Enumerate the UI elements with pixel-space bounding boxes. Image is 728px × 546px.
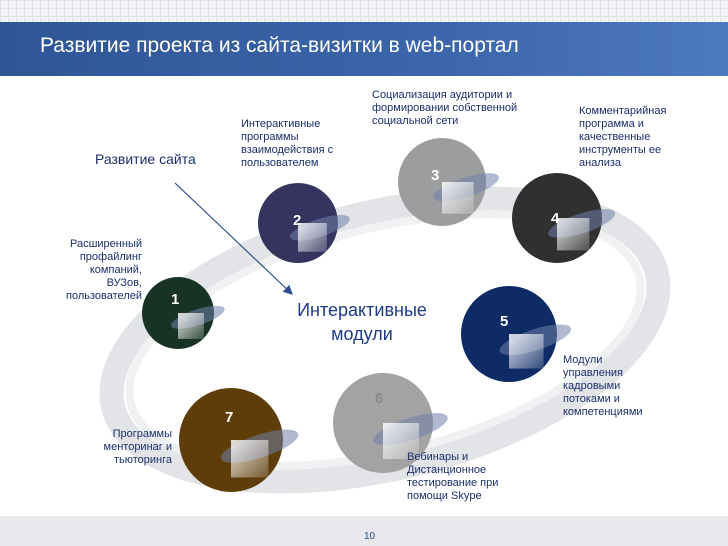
node-4-number: 4 <box>551 210 560 227</box>
node-2-highlight <box>298 223 327 252</box>
node-7-highlight <box>231 440 268 477</box>
node-3-highlight <box>442 182 474 214</box>
node-3-label: Социализация аудитории и формировании собственной социальной сети <box>372 89 518 127</box>
node-4 <box>512 173 618 263</box>
node-1-label: Расширенный профайлинг компаний, ВУЗов, пользователей <box>66 238 142 302</box>
node-5-highlight <box>509 334 544 369</box>
node-2 <box>258 183 352 263</box>
node-4-label: Комментарийная программа и качественные инструменты ее анализа <box>579 105 667 169</box>
slide-title: Развитие проекта из сайта-визитки в web-портал <box>40 34 519 57</box>
node-4-highlight <box>557 218 589 250</box>
node-6-label: Вебинары и Дистанционное тестирование при помощи Skype <box>407 451 499 502</box>
node-2-number: 2 <box>293 212 302 229</box>
node-6-number: 6 <box>375 390 384 407</box>
slide-number: 10 <box>364 531 376 542</box>
node-3-number: 3 <box>431 167 440 184</box>
node-5-number: 5 <box>500 313 509 330</box>
node-2-label: Интерактивные программы взаимодействия с пользователем <box>241 118 334 169</box>
node-1-number: 1 <box>171 291 180 308</box>
center-label: Интерактивные модули <box>297 300 427 344</box>
node-7-label: Программы менторинаг и тьюторинга <box>103 428 172 466</box>
node-5-label: Модули управления кадровыми потоками и компетенциями <box>563 354 643 418</box>
node-1-highlight <box>178 313 204 339</box>
node-5 <box>461 286 574 382</box>
top-grid-decoration <box>0 0 728 22</box>
node-7-number: 7 <box>225 409 234 426</box>
development-label: Развитие сайта <box>95 151 196 167</box>
